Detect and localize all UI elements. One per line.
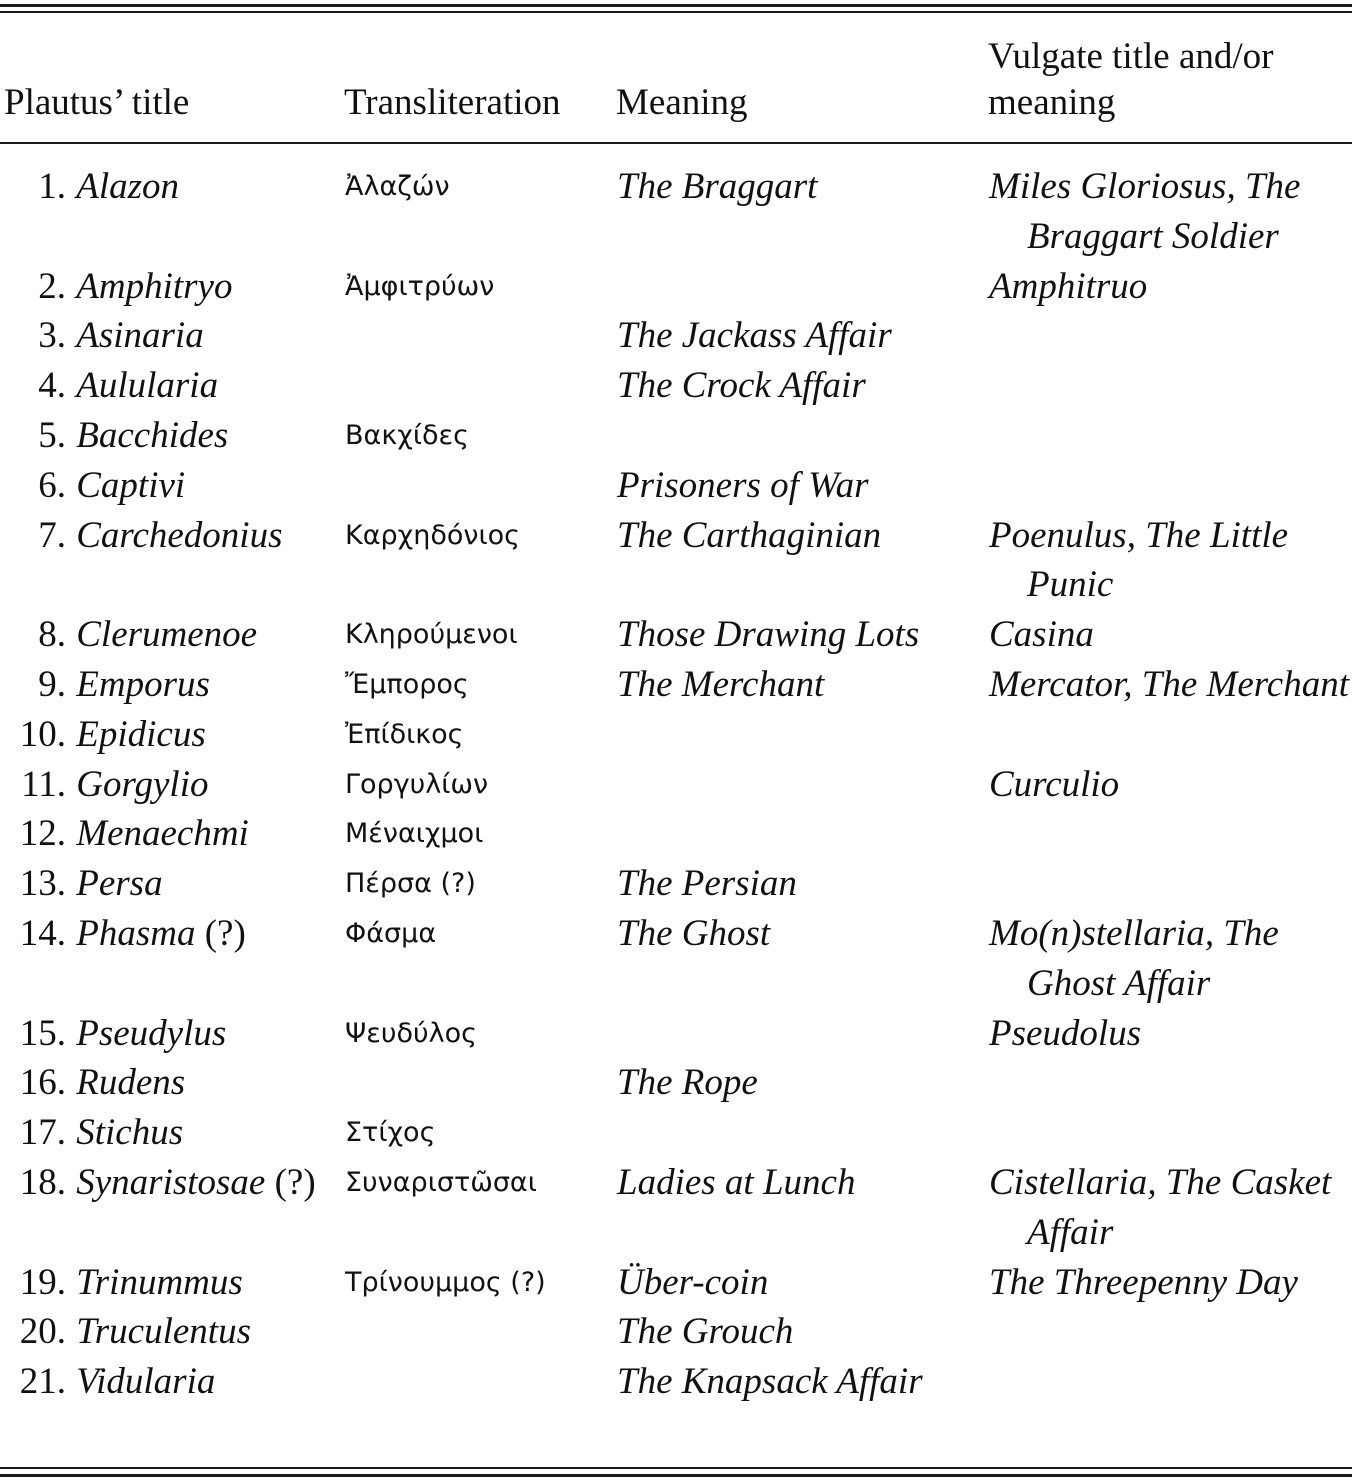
play-title: Asinaria	[76, 315, 204, 357]
plautus-title-cell	[66, 1307, 345, 1357]
play-title: Captivi	[76, 464, 186, 506]
vulgate-title: Curculio	[989, 763, 1120, 805]
vulgate-meaning: , The Merchant	[1123, 663, 1350, 705]
transliteration-cell: Ἐπίδικος	[345, 718, 464, 750]
vulgate-cell	[989, 760, 1357, 810]
meaning-cell: The Crock Affair	[617, 365, 866, 407]
table-row	[0, 710, 1358, 760]
table-row	[0, 162, 1358, 262]
table-row	[0, 262, 1358, 312]
table-bottom-rule	[0, 1474, 1352, 1477]
table-row	[0, 1108, 1358, 1158]
row-number: 21.	[19, 1361, 66, 1403]
table-row	[0, 1357, 1358, 1407]
play-title: Trinummus	[76, 1261, 243, 1303]
meaning-cell: The Braggart	[617, 166, 818, 207]
vulgate-meaning: , The Braggart Soldier	[1027, 166, 1301, 257]
vulgate-cell	[989, 1009, 1357, 1059]
row-number: 1.	[38, 166, 66, 207]
play-title: Vidularia	[76, 1361, 216, 1403]
meaning-cell: Prisoners of War	[617, 464, 869, 506]
plautus-title-cell	[66, 511, 345, 561]
vulgate-title: Poenulus	[989, 514, 1127, 556]
vulgate-cell	[989, 909, 1357, 1009]
vulgate-meaning: , The Ghost Affair	[1027, 912, 1279, 1004]
column-header-plautus-title: Plautus’ title	[4, 82, 190, 123]
play-title: Menaechmi	[76, 813, 249, 855]
plautus-title-cell	[66, 859, 345, 909]
transliteration-cell: Στίχος	[345, 1117, 436, 1149]
vulgate-title: Amphitruo	[989, 265, 1148, 307]
title-uncertain-mark: (?)	[265, 1161, 316, 1203]
transliteration-cell: Φάσμα	[345, 917, 437, 949]
table-row	[0, 909, 1358, 1009]
play-title: Clerumenoe	[76, 614, 258, 656]
vulgate-title: Cistellaria	[989, 1161, 1148, 1203]
play-title: Epidicus	[76, 713, 206, 755]
table-row	[0, 660, 1358, 710]
row-number: 4.	[38, 365, 66, 407]
plautus-title-cell	[66, 710, 345, 760]
table-row	[0, 1307, 1358, 1357]
meaning-cell: The Persian	[617, 863, 797, 905]
row-number: 20.	[19, 1311, 66, 1353]
row-number: 16.	[19, 1062, 66, 1104]
plautus-title-cell	[66, 1009, 345, 1059]
table-row	[0, 610, 1358, 660]
vulgate-cell	[989, 1258, 1357, 1308]
play-title: Carchedonius	[76, 514, 283, 556]
vulgate-cell	[989, 262, 1357, 312]
table-top-rule	[0, 4, 1352, 7]
column-header-vulgate: Vulgate title and/or meaning	[988, 36, 1274, 123]
vulgate-title: Mercator	[989, 663, 1124, 705]
row-number: 14.	[19, 912, 66, 954]
row-number: 3.	[38, 315, 66, 357]
meaning-cell: Those Drawing Lots	[617, 614, 920, 656]
vulgate-cell	[989, 1158, 1357, 1258]
transliteration-cell: Βακχίδες	[345, 419, 469, 451]
plautus-title-cell	[66, 361, 345, 411]
plautus-title-cell	[66, 1108, 345, 1158]
meaning-cell: The Ghost	[617, 912, 771, 954]
meaning-cell: The Grouch	[617, 1311, 794, 1353]
row-number: 7.	[38, 514, 66, 556]
meaning-cell: Ladies at Lunch	[617, 1161, 856, 1203]
play-title: Persa	[76, 863, 163, 905]
row-number: 9.	[38, 663, 66, 705]
header-rule	[0, 142, 1352, 144]
play-title: Stichus	[76, 1112, 184, 1154]
table-top-rule-inner	[0, 11, 1352, 13]
vulgate-cell	[989, 660, 1357, 710]
vulgate-title: Pseudolus	[989, 1012, 1142, 1054]
row-number: 15.	[19, 1012, 66, 1054]
table-row	[0, 411, 1358, 461]
plautus-title-cell	[66, 909, 345, 959]
row-number: 18.	[19, 1161, 66, 1203]
transliteration-cell: Γοργυλίων	[345, 768, 489, 800]
transliteration-cell: Κληρούμενοι	[345, 619, 518, 651]
row-number: 13.	[19, 863, 66, 905]
table-row	[0, 1158, 1358, 1258]
play-title: Bacchides	[76, 414, 229, 456]
plautus-title-cell	[66, 660, 345, 710]
row-number: 11.	[21, 763, 66, 805]
table-row	[0, 760, 1358, 810]
table-row	[0, 1258, 1358, 1308]
transliteration-cell: Ἀλαζών	[345, 171, 450, 202]
plautus-title-cell	[66, 461, 345, 511]
vulgate-cell	[989, 511, 1357, 611]
plautus-title-cell	[66, 610, 345, 660]
table-body	[0, 162, 1358, 1407]
plautus-title-cell	[66, 1357, 345, 1407]
row-number: 12.	[19, 813, 66, 855]
transliteration-cell: Τρίνουμμος (?)	[345, 1266, 546, 1298]
row-number: 19.	[19, 1261, 66, 1303]
plautus-title-cell	[66, 162, 345, 212]
transliteration-cell: Ψευδύλος	[345, 1017, 477, 1049]
table-row	[0, 511, 1358, 611]
vulgate-meaning: , The Casket Affair	[1027, 1161, 1332, 1253]
play-title: Rudens	[76, 1062, 186, 1104]
row-number: 6.	[38, 464, 66, 506]
transliteration-cell: Καρχηδόνιος	[345, 519, 520, 551]
plautus-title-cell	[66, 1058, 345, 1108]
plautus-title-cell	[66, 411, 345, 461]
column-header-meaning: Meaning	[616, 82, 748, 123]
meaning-cell: The Carthaginian	[617, 514, 882, 556]
plautus-title-cell	[66, 809, 345, 859]
play-title: Amphitryo	[76, 265, 233, 307]
transliteration-cell: Πέρσα (?)	[345, 868, 476, 900]
play-title: Synaristosae	[76, 1161, 266, 1203]
transliteration-cell: Ἀμφιτρύων	[345, 270, 495, 302]
transliteration-cell: Μέναιχμοι	[345, 818, 484, 850]
row-number: 17.	[19, 1112, 66, 1154]
play-title: Alazon	[76, 166, 180, 207]
vulgate-title: Miles Gloriosus	[989, 166, 1227, 207]
plautus-title-cell	[66, 1258, 345, 1308]
vulgate-cell	[989, 162, 1357, 262]
play-title: Aulularia	[76, 365, 219, 407]
meaning-cell: The Merchant	[617, 663, 825, 705]
play-title: Gorgylio	[76, 763, 209, 805]
plautus-title-cell	[66, 311, 345, 361]
table-row	[0, 859, 1358, 909]
plautus-title-cell	[66, 262, 345, 312]
plautus-title-cell	[66, 1158, 345, 1208]
play-title: Truculentus	[76, 1311, 251, 1353]
table-row	[0, 461, 1358, 511]
table-row	[0, 1009, 1358, 1059]
meaning-cell: The Rope	[617, 1062, 758, 1104]
table-row	[0, 361, 1358, 411]
vulgate-meaning: , The Little Punic	[1027, 514, 1289, 606]
plautus-title-cell	[66, 760, 345, 810]
vulgate-title: Mo(n)stellaria	[989, 912, 1205, 954]
meaning-cell: The Jackass Affair	[617, 315, 892, 357]
play-title: Emporus	[76, 663, 210, 705]
vulgate-cell	[989, 610, 1357, 660]
vulgate-meaning: The Threepenny Day	[989, 1261, 1298, 1303]
row-number: 8.	[38, 614, 66, 656]
title-uncertain-mark: (?)	[195, 912, 246, 954]
table-row	[0, 311, 1358, 361]
vulgate-title: Casina	[989, 614, 1094, 656]
transliteration-cell: Ἔμπορος	[345, 668, 469, 700]
column-header-transliteration: Transliteration	[344, 82, 561, 123]
table-row	[0, 1058, 1358, 1108]
row-number: 2.	[38, 265, 66, 307]
play-title: Pseudylus	[76, 1012, 227, 1054]
row-number: 10.	[19, 713, 66, 755]
row-number: 5.	[38, 414, 66, 456]
table-bottom-rule-inner	[0, 1467, 1352, 1469]
transliteration-cell: Συναριστῶσαι	[345, 1166, 537, 1198]
play-title: Phasma	[76, 912, 196, 954]
table-row	[0, 809, 1358, 859]
meaning-cell: Über-coin	[617, 1261, 769, 1303]
meaning-cell: The Knapsack Affair	[617, 1361, 923, 1403]
